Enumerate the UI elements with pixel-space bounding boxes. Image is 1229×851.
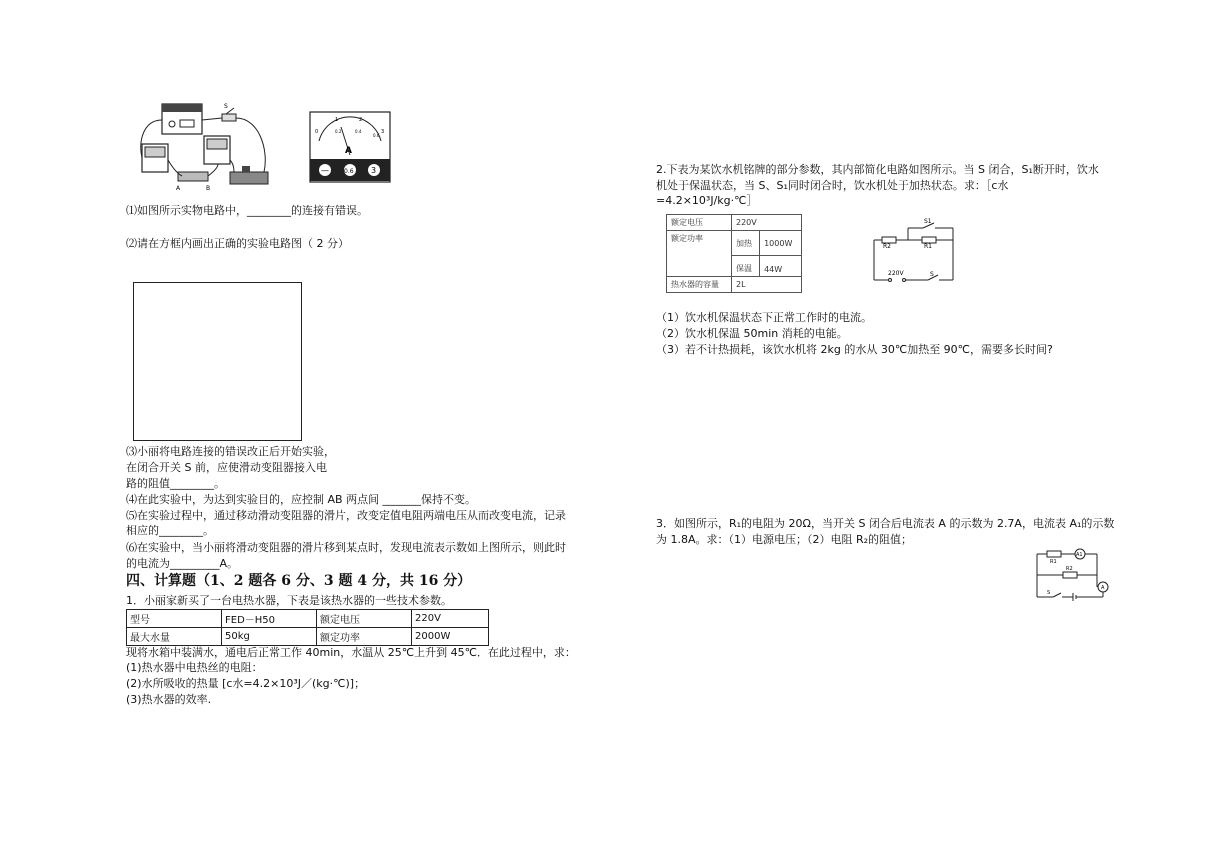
scale-02: 0.2	[335, 129, 342, 134]
question-3-line-1: ⑶小丽将电路连接的错误改正后开始实验，	[126, 445, 335, 458]
question-1: ⑴如图所示实物电路中，________的连接有错误。	[126, 204, 368, 217]
table-cell: 最大水量	[127, 628, 222, 646]
problem-2-question-2: （2）饮水机保温 50min 消耗的电能。	[656, 327, 848, 340]
question-5-line-1: ⑸在实验过程中，通过移动滑动变阻器的滑片，改变定值电阻两端电压从而改变电流，记录	[126, 509, 566, 522]
section-heading: 四、计算题（1、2 题各 6 分、3 题 4 分，共 16 分）	[126, 573, 472, 589]
voltage-label: 220V	[888, 270, 904, 277]
table-cell: 2L	[732, 277, 802, 293]
ammeter-unit: A	[345, 146, 352, 156]
p3-r2-label: R2	[1066, 566, 1073, 572]
heater-spec-table	[126, 609, 489, 646]
p3-a-label: A	[1101, 585, 1105, 591]
s-label: S	[930, 271, 934, 278]
scale-2: 2	[359, 117, 363, 123]
scale-1: 1	[335, 117, 339, 123]
scale-0: 0	[315, 129, 319, 135]
problem-2-question-1: （1）饮水机保温状态下正常工作时的电流。	[656, 311, 872, 324]
scale-3: 3	[381, 129, 385, 135]
question-3-line-3: 路的阻值________。	[126, 477, 225, 490]
problem-3-circuit-diagram	[1033, 547, 1113, 601]
point-a-label: A	[176, 185, 181, 192]
table-cell: 额定功率	[317, 628, 412, 646]
problem-2-line-1: 2.下表为某饮水机铭牌的部分参数，其内部简化电路如图所示。当 S 闭合，S₁断开时，饮水	[656, 163, 1099, 176]
table-row	[127, 610, 489, 628]
table-cell: 2000W	[412, 628, 489, 646]
problem-3-line-1: 3．如图所示，R₁的电阻为 20Ω，当开关 S 闭合后电流表 A 的示数为 2.7A，电流表 A₁的示数	[656, 517, 1115, 530]
table-cell: 额定电压	[667, 215, 732, 231]
point-b-label: B	[206, 185, 211, 192]
table-cell: 额定功率	[667, 231, 732, 277]
scale-06: 0.6	[373, 133, 380, 138]
s1-label: S1	[924, 218, 932, 225]
p3-a1-label: A1	[1076, 552, 1083, 558]
problem-2-line-2: 机处于保温状态，当 S、S₁同时闭合时，饮水机处于加热状态。求：［c水	[656, 179, 1009, 192]
p3-s-label: S	[1047, 590, 1051, 596]
question-3-line-2: 在闭合开关 S 前，应使滑动变阻器接入电	[126, 461, 327, 474]
r2-label: R2	[883, 243, 891, 250]
table-cell: 50kg	[222, 628, 317, 646]
table-cell: FED－H50	[222, 610, 317, 628]
question-5-line-2: 相应的________。	[126, 524, 214, 537]
problem-1-line-2: (1)热水器中电热丝的电阻：	[126, 661, 263, 674]
switch-label: S	[224, 103, 228, 110]
problem-2-line-3: =4.2×10³J/kg·℃］	[656, 194, 758, 207]
table-cell: 保温	[732, 256, 760, 277]
r1-label: R1	[924, 243, 932, 250]
problem-1-line-1: 现将水箱中装满水，通电后正常工作 40min，水温从 25℃上升到 45℃．在此过程中，求：	[126, 646, 576, 659]
circuit-drawing-box[interactable]	[133, 282, 302, 441]
ammeter-diagram	[309, 111, 391, 183]
apparatus-diagram	[134, 100, 274, 192]
table-row	[667, 231, 802, 256]
problem-2-question-3: （3）若不计热损耗，该饮水机将 2kg 的水从 30℃加热至 90℃，需要多长时间?	[656, 343, 1053, 356]
table-cell: 型号	[127, 610, 222, 628]
table-cell: 加热	[732, 231, 760, 256]
p3-r1-label: R1	[1050, 559, 1057, 565]
table-row	[667, 215, 802, 231]
problem-1-line-3: (2)水所吸收的热量 [c水=4.2×10³J／(kg·℃)]；	[126, 677, 366, 690]
dispenser-spec-table	[666, 214, 802, 293]
table-cell: 220V	[732, 215, 802, 231]
terminal-neg: —	[321, 166, 329, 175]
problem-3-line-2: 为 1.8A。求：（1）电源电压；（2）电阻 R₂的阻值；	[656, 533, 913, 546]
question-6-line-2: 的电流为_________A。	[126, 557, 239, 570]
problem-1-intro: 1．小丽家新买了一台电热水器，下表是该热水器的一些技术参数。	[126, 594, 452, 607]
question-2: ⑵请在方框内画出正确的实验电路图（ 2 分）	[126, 237, 349, 250]
table-cell: 额定电压	[317, 610, 412, 628]
terminal-3: 3	[371, 166, 377, 175]
table-cell: 热水器的容量	[667, 277, 732, 293]
table-cell: 1000W	[760, 231, 802, 256]
dispenser-circuit-diagram	[868, 216, 968, 288]
scale-04: 0.4	[355, 129, 362, 134]
table-cell: 44W	[760, 256, 802, 277]
table-row	[127, 628, 489, 646]
question-6-line-1: ⑹在实验中，当小丽将滑动变阻器的滑片移到某点时，发现电流表示数如上图所示，则此时	[126, 541, 566, 554]
problem-1-line-4: (3)热水器的效率.	[126, 693, 212, 706]
table-cell: 220V	[412, 610, 489, 628]
table-row	[667, 277, 802, 293]
terminal-06: 0.6	[344, 168, 354, 175]
question-4: ⑷在此实验中，为达到实验目的，应控制 AB 两点间 _______保持不变。	[126, 493, 477, 506]
